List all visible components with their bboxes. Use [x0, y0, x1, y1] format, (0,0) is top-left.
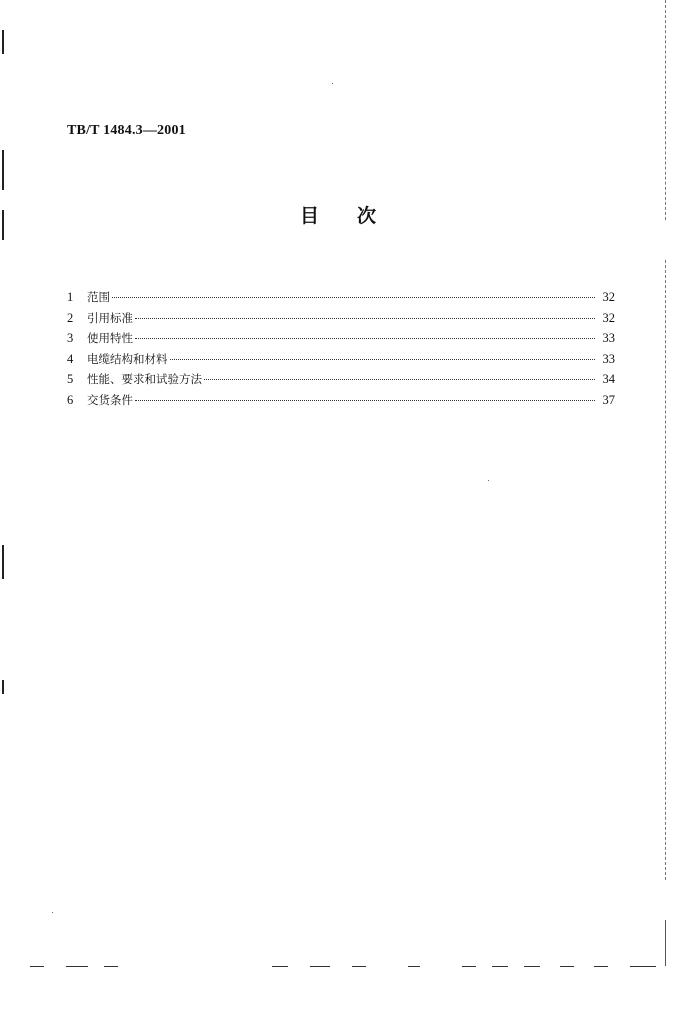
toc-entry-number: 4: [67, 351, 74, 366]
toc-title-char: 目: [300, 205, 320, 227]
scan-dash: [272, 966, 288, 967]
toc-title: [300, 201, 379, 228]
toc-leader-dots: [204, 379, 595, 380]
toc-list: [67, 287, 615, 411]
toc-entry-label: 交货条件: [87, 392, 133, 407]
scan-edge-left: [2, 150, 4, 190]
toc-entry-number: 2: [67, 310, 74, 325]
toc-entry-number: 3: [67, 331, 74, 346]
scan-edge-right: [664, 260, 666, 880]
toc-leader-dots: [135, 338, 595, 339]
toc-leader-dots: [112, 297, 595, 298]
toc-entry-label: 引用标准: [87, 310, 133, 325]
toc-entry-page: 33: [602, 351, 615, 366]
toc-title-char: 次: [357, 205, 377, 227]
toc-entry-page: 37: [602, 392, 615, 407]
toc-entry-number: 5: [67, 372, 74, 387]
scan-dash: [630, 966, 656, 967]
scan-dash: [594, 966, 608, 967]
toc-entry-label: 电缆结构和材料: [87, 351, 168, 366]
toc-entry-page: 33: [602, 331, 615, 346]
scan-dash: [560, 966, 574, 967]
toc-entry-label: 范围: [87, 290, 110, 304]
toc-entry-page: 32: [602, 290, 615, 304]
toc-leader-dots: [135, 318, 595, 319]
toc-entry-page: 32: [602, 310, 615, 325]
scan-edge-left: [2, 680, 4, 694]
scan-dash: [492, 966, 508, 967]
scan-edge-left: [2, 30, 4, 54]
toc-entry[interactable]: [67, 349, 615, 370]
document-code: TB/T 1484.3—2001: [67, 123, 186, 138]
toc-entry[interactable]: [67, 369, 615, 390]
scan-edge-right: [664, 0, 666, 220]
toc-entry-number: 6: [67, 392, 74, 407]
scan-edge-left: [2, 210, 4, 240]
scan-dash: [104, 966, 118, 967]
scan-dash: [524, 966, 540, 967]
scan-dot: [488, 480, 489, 481]
scan-dash: [66, 966, 88, 967]
scan-dash: [462, 966, 476, 967]
scan-dash: [310, 966, 330, 967]
scan-dot: [52, 912, 53, 913]
toc-entry-label: 性能、要求和试验方法: [87, 372, 202, 387]
scan-dot: [332, 83, 333, 84]
scan-edge-left: [2, 545, 4, 579]
toc-entry[interactable]: [67, 308, 615, 329]
toc-entry-number: 1: [67, 290, 74, 304]
scan-edge-right: [665, 920, 666, 966]
toc-entry[interactable]: [67, 328, 615, 349]
toc-entry[interactable]: [67, 287, 615, 308]
toc-entry[interactable]: [67, 390, 615, 411]
scan-dash: [352, 966, 366, 967]
toc-leader-dots: [170, 359, 596, 360]
toc-leader-dots: [135, 400, 595, 401]
toc-entry-page: 34: [602, 372, 615, 387]
scan-dash: [408, 966, 420, 967]
scan-dash: [30, 966, 44, 967]
toc-entry-label: 使用特性: [87, 331, 133, 346]
